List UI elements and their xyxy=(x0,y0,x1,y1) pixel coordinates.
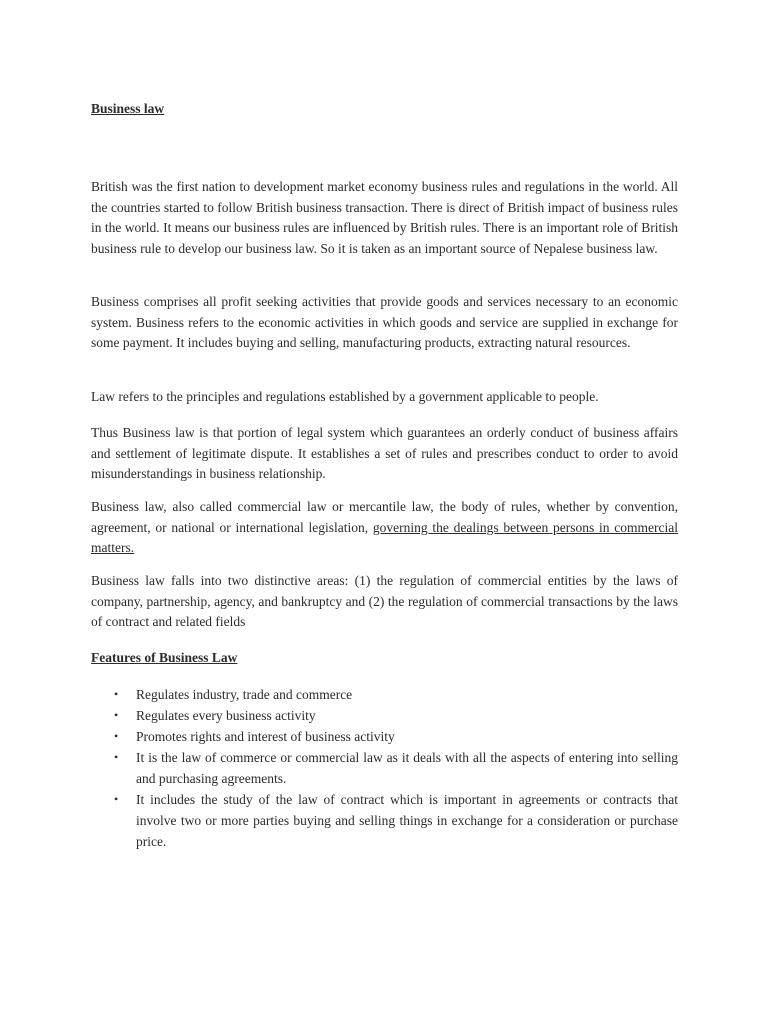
list-item-text: Regulates industry, trade and commerce xyxy=(136,687,353,702)
list-item xyxy=(91,789,678,852)
bullet-icon: • xyxy=(114,687,119,701)
list-item-text: It includes the study of the law of contract which is important in agreements or contracts that involve two or more parties buying and selling things in exchange for a consideration or purchase price. xyxy=(136,792,678,849)
list-item-text: It is the law of commerce or commercial law as it deals with all the aspects of entering into selling and purchasing agreements. xyxy=(136,750,678,786)
features-heading: Features of Business Law xyxy=(91,650,238,665)
document-title: Business law xyxy=(91,101,165,116)
list-item xyxy=(91,726,678,747)
bullet-icon: • xyxy=(114,708,119,722)
paragraph-commercial-law xyxy=(91,497,678,559)
list-item-text: Promotes rights and interest of business activity xyxy=(136,729,395,744)
list-item-text: Regulates every business activity xyxy=(136,708,316,723)
paragraph-british-influence: British was the first nation to development market economy business rules and regulations in the world. All the countries started to follow British business transaction. There is direct of British impact of business rules in the world. It means our business rules are influenced by British rules. There is an important role of British business rule to develop our business law. So it is taken as an important source of Nepalese business law. xyxy=(91,179,678,256)
paragraph-law-definition: Law refers to the principles and regulations established by a government applicable to people. xyxy=(91,389,599,404)
bullet-icon: • xyxy=(114,729,119,743)
list-item xyxy=(91,705,678,726)
paragraph-business-law-definition: Thus Business law is that portion of legal system which guarantees an orderly conduct of business affairs and settlement of legitimate dispute. It establishes a set of rules and prescribes conduct to order to avoid misunderstandings in business relationship. xyxy=(91,425,678,482)
paragraph-commercial-law-text: Business law, also called commercial law or mercantile law, the body of rules, whether by convention, agreement, or national or international legislation, xyxy=(91,499,678,535)
paragraph-distinctive-areas: Business law falls into two distinctive areas: (1) the regulation of commercial entities by the laws of company, partnership, agency, and bankruptcy and (2) the regulation of commercial transactions by the laws of contract and related fields xyxy=(91,573,678,630)
list-item xyxy=(91,684,678,705)
features-list xyxy=(91,684,678,852)
paragraph-commercial-law-underlined: governing the dealings between persons in commercial matters. xyxy=(91,519,678,556)
bullet-icon: • xyxy=(114,792,119,806)
paragraph-business-definition: Business comprises all profit seeking activities that provide goods and services necessary to an economic system. Business refers to the economic activities in which goods and service are supplied in exchange for some payment. It includes buying and selling, manufacturing products, extracting natural resources. xyxy=(91,294,678,351)
list-item xyxy=(91,747,678,789)
bullet-icon: • xyxy=(114,750,119,764)
